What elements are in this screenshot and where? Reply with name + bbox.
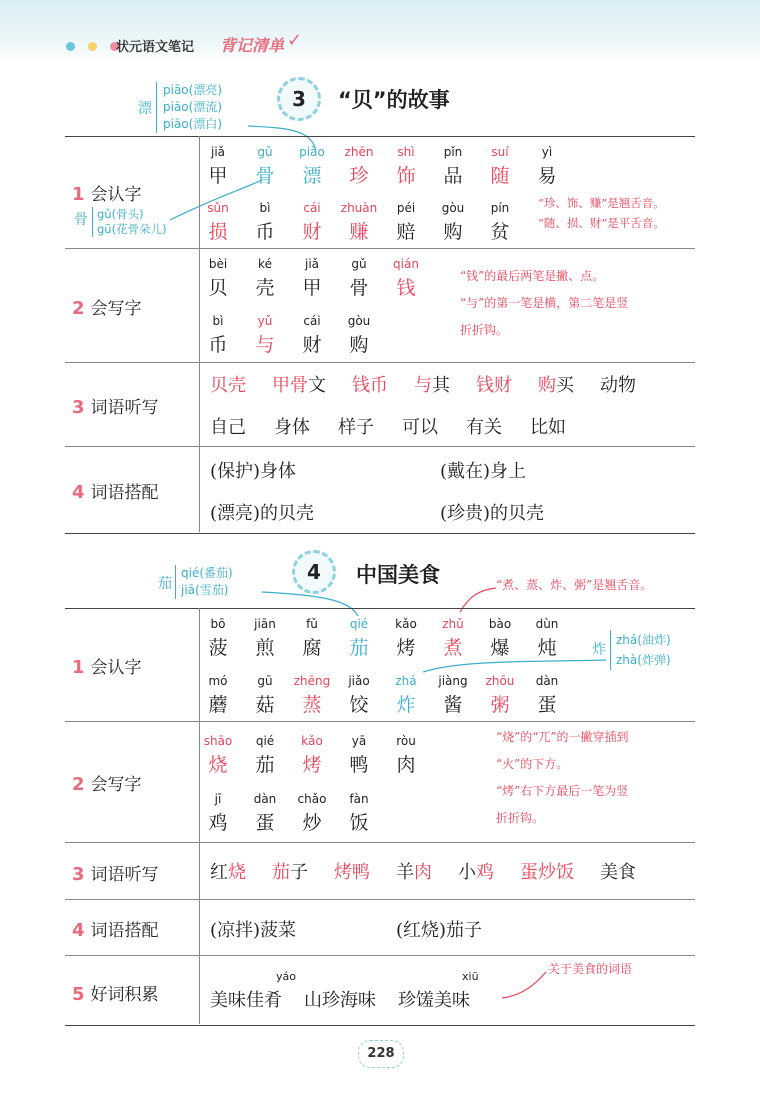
char-card: qié 茄 (349, 617, 369, 659)
char-card: jiǎo 饺 (348, 674, 370, 716)
pronunciation-note: “珍、饰、赚”是翘舌音。 “随、损、财”是平舌音。 (538, 196, 665, 230)
collocation: (漂亮)的贝壳 (210, 503, 315, 524)
polyphone-readings: piāo(漂亮) piāo(漂流) piāo(漂白) (156, 82, 222, 133)
char-card: gū 菇 (255, 674, 275, 716)
char-card: péi 赔 (396, 201, 416, 243)
char-card: piào 漂 (299, 145, 325, 187)
series-title: 状元语文笔记 (116, 40, 195, 55)
write-line (198, 257, 426, 300)
row-label: 1 会认字 (72, 184, 142, 205)
row-divider (65, 955, 695, 956)
lesson-number: 3 (277, 77, 321, 121)
char-card: zhá 炸 (395, 674, 417, 716)
pinyin-annotation: xiū (462, 970, 479, 983)
collocation: (珍贵)的贝壳 (440, 503, 545, 524)
row-label: 3 词语听写 (72, 397, 159, 418)
char-card: shāo 烧 (203, 734, 233, 776)
char-card: gǔ 骨 (255, 145, 275, 187)
write-line (198, 792, 379, 835)
row-label: 4 词语搭配 (72, 482, 159, 503)
char-card: mó 蘑 (208, 674, 228, 716)
char-card: kǎo 烤 (301, 734, 323, 776)
recognize-line (198, 145, 567, 188)
collocation: (保护)身体 (210, 461, 297, 482)
char-card: yā 鸭 (349, 734, 369, 776)
row-label: 3 词语听写 (72, 864, 159, 885)
char-card: jiàng 酱 (438, 674, 468, 716)
lesson-title: “贝”的故事 (338, 88, 450, 112)
char-card: dùn 炖 (535, 617, 559, 659)
char-card: zhuàn 赚 (340, 201, 378, 243)
row-label: 2 会写字 (72, 298, 142, 319)
char-card: pǐn 品 (443, 145, 463, 187)
char-card: dàn 蛋 (253, 792, 277, 834)
annotation-note: 关于美食的词语 (548, 962, 633, 976)
char-card: pín 贫 (490, 201, 510, 243)
char-card: gòu 购 (347, 314, 371, 356)
char-card: fàn 饭 (349, 792, 369, 834)
collocation: (红烧)茄子 (396, 920, 483, 941)
row-divider (65, 446, 695, 447)
char-card: zhǔ 煮 (442, 617, 464, 659)
polyphone-readings: zhá(油炸) zhà(炸弹) (610, 630, 671, 670)
char-card: kǎo 烤 (395, 617, 417, 659)
writing-note: “烧”的“兀”的一撇穿插到 “火”的下方。 “烤”右下方最后一笔为竖 折折钩。 (496, 730, 629, 825)
row-label: 1 会认字 (72, 657, 142, 678)
polyphone-readings: qié(番茄) jiā(雪茄) (175, 565, 233, 599)
char-card: ròu 肉 (396, 734, 416, 776)
char-card: dàn 蛋 (535, 674, 559, 716)
char-card: gòu 购 (441, 201, 465, 243)
row-divider (65, 362, 695, 363)
write-line (198, 314, 379, 357)
char-card: jiǎ 甲 (208, 145, 228, 187)
polyphone-char: 茄 (158, 576, 172, 592)
char-card: yì 易 (537, 145, 557, 187)
series-subtitle: 背记清单 (220, 36, 285, 55)
polyphone-readings: gǔ(骨头) gū(花骨朵儿) (92, 207, 167, 237)
char-card: qián 钱 (393, 257, 419, 299)
lesson-number: 4 (292, 550, 336, 594)
page-number: 228 (358, 1040, 404, 1068)
collocation: (凉拌)菠菜 (210, 920, 297, 941)
row-label: 4 词语搭配 (72, 920, 159, 941)
recognize-line (198, 674, 567, 717)
char-card: bì 币 (208, 314, 228, 356)
write-line (198, 734, 426, 777)
polyphone-char: 漂 (138, 101, 152, 117)
char-card: zhōu 粥 (485, 674, 515, 716)
char-card: fǔ 腐 (302, 617, 322, 659)
row-divider (65, 248, 695, 249)
char-card: suí 随 (490, 145, 510, 187)
char-card: bèi 贝 (208, 257, 228, 299)
char-card: yǔ 与 (255, 314, 275, 356)
check-icon: ✓ (287, 30, 303, 51)
char-card: jī 鸡 (208, 792, 228, 834)
row-divider (65, 721, 695, 722)
polyphone-char: 骨 (74, 212, 88, 228)
char-card: sǔn 损 (207, 201, 229, 243)
good-words: 美味佳肴 山珍海味 珍馐美味 (210, 990, 470, 1011)
char-card: shì 饰 (396, 145, 416, 187)
char-card: jiān 煎 (254, 617, 276, 659)
row-label: 5 好词积累 (72, 984, 159, 1005)
char-card: cái 财 (302, 201, 322, 243)
recognize-line (198, 201, 520, 244)
char-card: bào 爆 (488, 617, 512, 659)
collocation: (戴在)身上 (440, 461, 527, 482)
char-card: zhēn 珍 (344, 145, 374, 187)
row-divider (65, 899, 695, 900)
char-card: chǎo 炒 (297, 792, 327, 834)
recognize-line (198, 617, 567, 660)
dictation-words: 红烧 茄子 烤鸭 羊肉 小鸡 蛋炒饭 美食 (210, 862, 636, 883)
char-card: qié 茄 (255, 734, 275, 776)
char-card: gǔ 骨 (349, 257, 369, 299)
pronunciation-note: “煮、蒸、炸、粥”是翘舌音。 (496, 578, 653, 592)
polyphone-char: 炸 (592, 642, 606, 658)
writing-note: “钱”的最后两笔是撇、点。 “与”的第一笔是横，第二笔是竖 折折钩。 (460, 269, 629, 337)
pinyin-annotation: yáo (276, 970, 296, 983)
char-card: zhēng 蒸 (293, 674, 331, 716)
char-card: bō 菠 (208, 617, 228, 659)
dictation-words: 贝壳 甲骨文 钱币 与其 钱财 购买 动物 (210, 375, 636, 396)
char-card: bì 币 (255, 201, 275, 243)
dictation-words: 自己 身体 样子 可以 有关 比如 (210, 417, 566, 438)
char-card: ké 壳 (255, 257, 275, 299)
lesson-title: 中国美食 (356, 563, 440, 587)
char-card: cái 财 (302, 314, 322, 356)
row-divider (65, 842, 695, 843)
char-card: jiǎ 甲 (302, 257, 322, 299)
row-label: 2 会写字 (72, 774, 142, 795)
